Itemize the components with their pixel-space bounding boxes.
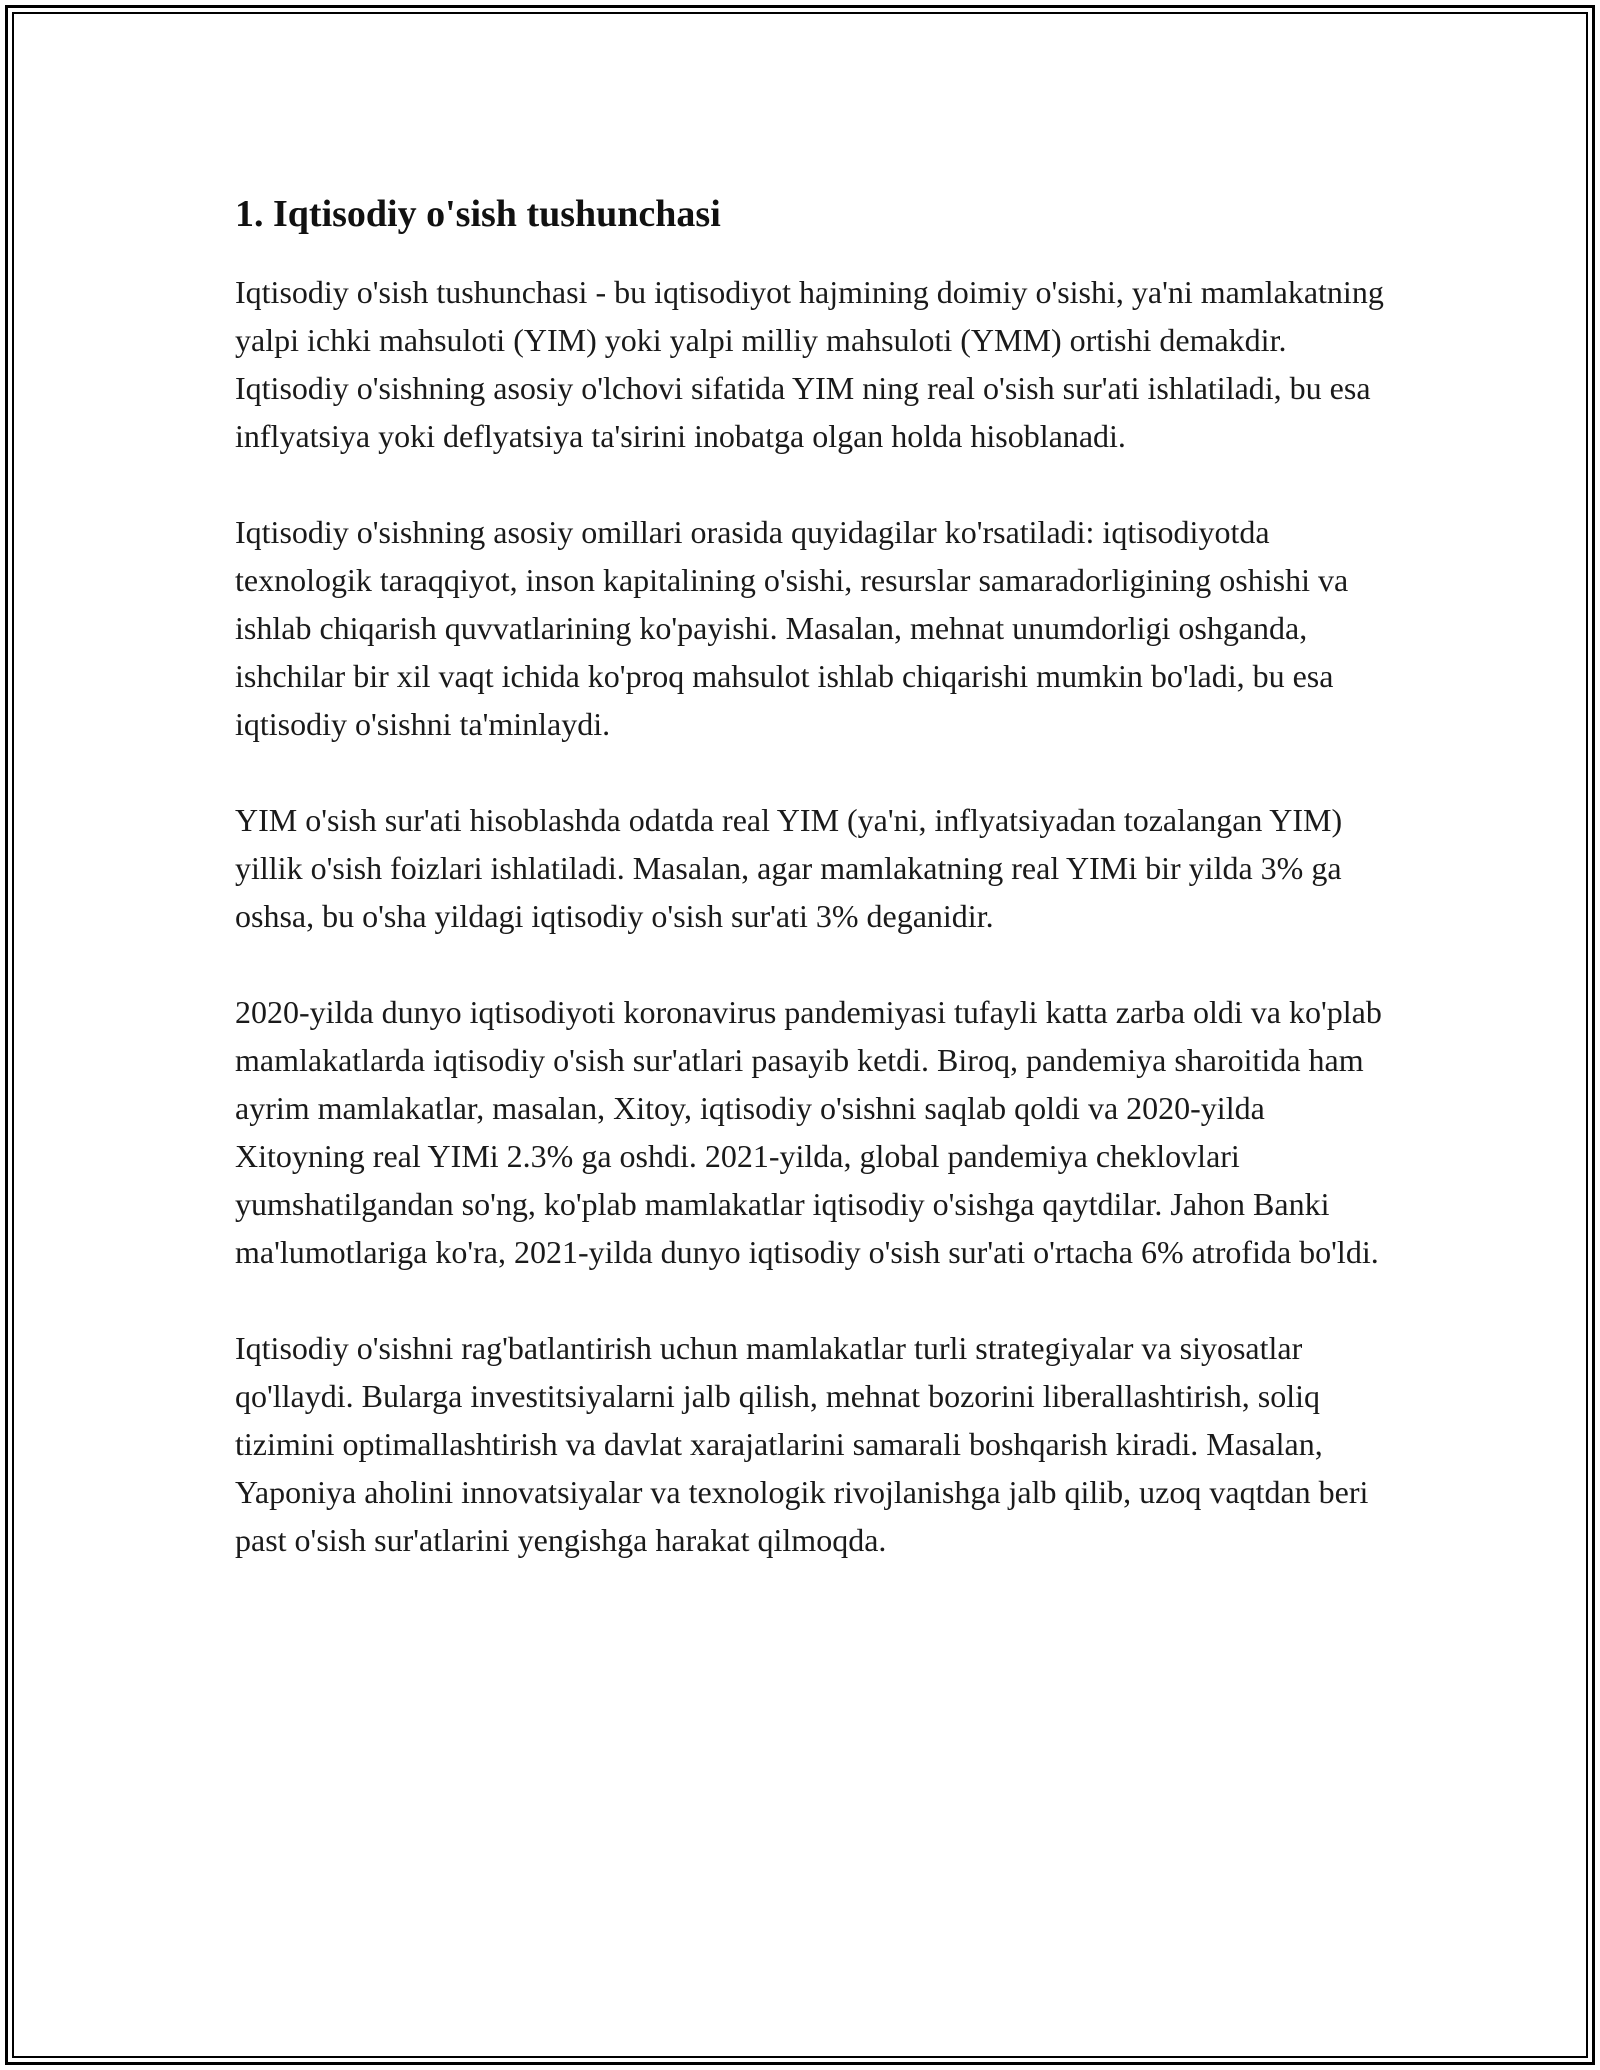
paragraph-5: Iqtisodiy o'sishni rag'batlantirish uchun mamlakatlar turli strategiyalar va siyosatlar qo'llaydi. Bularga investitsiyalarni jalb qilish, mehnat bozorini liberallashtirish, soliq tizimini optimallashtirish va davlat xarajatlarini samarali boshqarish kiradi. Masalan, Yaponiya aholini innovatsiyalar va texnologik rivojlanishga jalb qilib, uzoq vaqtdan beri past o'sish sur'atlarini yengishga harakat qilmoqda. [235, 1330, 1369, 1558]
paragraph-1: Iqtisodiy o'sish tushunchasi - bu iqtisodiyot hajmining doimiy o'sishi, ya'ni mamlakatning yalpi ichki mahsuloti (YIM) yoki yalpi milliy mahsuloti (YMM) ortishi demakdir. Iqtisodiy o'sishning asosiy o'lchovi sifatida YIM ning real o'sish sur'ati ishlatiladi, bu esa inflyatsiya yoki deflyatsiya ta'sirini inobatga olgan holda hisoblanadi. [235, 274, 1384, 454]
document-body [235, 186, 1395, 1612]
paragraph-4: 2020-yilda dunyo iqtisodiyoti koronavirus pandemiyasi tufayli katta zarba oldi va ko'plab mamlakatlarda iqtisodiy o'sish sur'atlari pasayib ketdi. Biroq, pandemiya sharoitida ham ayrim mamlakatlar, masalan, Xitoy, iqtisodiy o'sishni saqlab qoldi va 2020-yilda Xitoyning real YIMi 2.3% ga oshdi. 2021-yilda, global pandemiya cheklovlari yumshatilgandan so'ng, ko'plab mamlakatlar iqtisodiy o'sishga qaytdilar. Jahon Banki ma'lumotlariga ko'ra, 2021-yilda dunyo iqtisodiy o'sish sur'ati o'rtacha 6% atrofida bo'ldi. [235, 994, 1382, 1270]
paragraph-2: Iqtisodiy o'sishning asosiy omillari orasida quyidagilar ko'rsatiladi: iqtisodiyotda texnologik taraqqiyot, inson kapitalining o'sishi, resurslar samaradorligining oshishi va ishlab chiqarish quvvatlarining ko'payishi. Masalan, mehnat unumdorligi oshganda, ishchilar bir xil vaqt ichida ko'proq mahsulot ishlab chiqarishi mumkin bo'ladi, bu esa iqtisodiy o'sishni ta'minlaydi. [235, 514, 1349, 742]
section-heading: 1. Iqtisodiy o'sish tushunchasi [235, 193, 721, 235]
paragraph-3: YIM o'sish sur'ati hisoblashda odatda real YIM (ya'ni, inflyatsiyadan tozalangan YIM) yillik o'sish foizlari ishlatiladi. Masalan, agar mamlakatning real YIMi bir yilda 3% ga oshsa, bu o'sha yildagi iqtisodiy o'sish sur'ati 3% deganidir. [235, 802, 1343, 934]
